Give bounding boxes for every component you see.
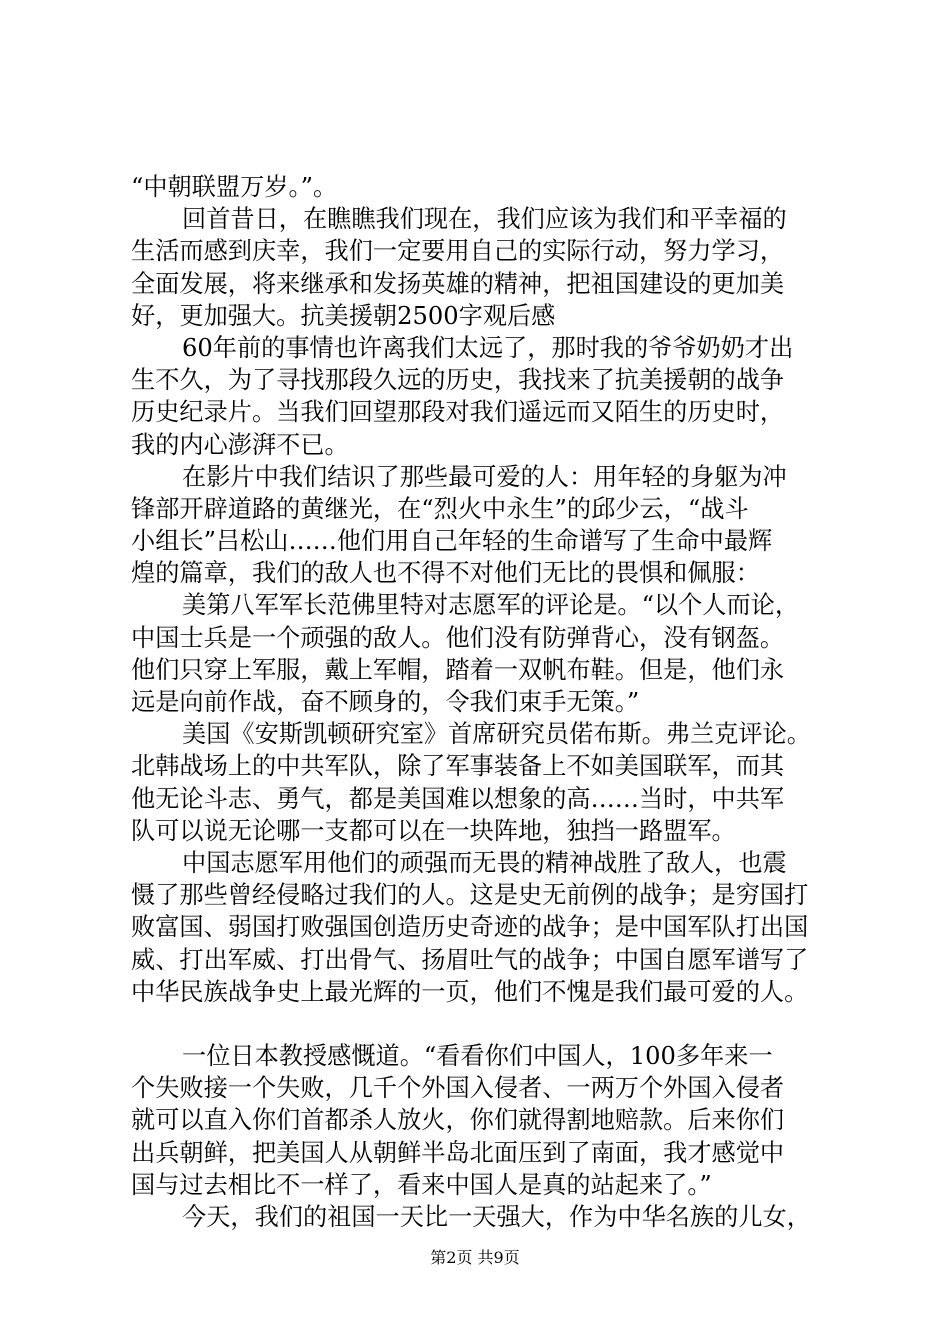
text-line: 一位日本教授感慨道。“看看你们中国人，100多年来一 — [182, 1042, 773, 1071]
text-line: 煌的篇章，我们的敌人也不得不对他们无比的畏惧和佩服： — [131, 559, 760, 588]
text-line: 小组长”吕松山……他们用自己年轻的生命谱写了生命中最辉 — [131, 527, 773, 556]
document-body — [131, 171, 831, 1233]
text-line: 威、打出军威、打出骨气、扬眉吐气的战争；中国自愿军谱写了 — [131, 945, 809, 974]
text-line: 中国士兵是一个顽强的敌人。他们没有防弹背心，没有钢盔。 — [131, 623, 785, 652]
text-line: 个失败接一个失败，几千个外国入侵者、一两万个外国入侵者 — [131, 1074, 785, 1103]
text-line: 我的内心澎湃不已。 — [131, 430, 349, 459]
text-line: 队可以说无论哪一支都可以在一块阵地，独挡一路盟军。 — [131, 816, 736, 845]
text-line: 慑了那些曾经侵略过我们的人。这是史无前例的战争；是穷国打 — [131, 881, 809, 910]
text-line: 历史纪录片。当我们回望那段对我们遥远而又陌生的历史时， — [131, 398, 785, 427]
text-line: 败富国、弱国打败强国创造历史奇迹的战争；是中国军队打出国 — [131, 913, 809, 942]
text-line — [131, 1008, 831, 1040]
text-line: 今天，我们的祖国一天比一天强大，作为中华名族的儿女， — [182, 1203, 811, 1231]
text-line: 出兵朝鲜，把美国人从朝鲜半岛北面压到了南面，我才感觉中 — [131, 1138, 785, 1167]
text-line: 美第八军军长范佛里特对志愿军的评论是。“以个人而论， — [182, 591, 800, 620]
text-line: 美国《安斯凯顿研究室》首席研究员偌布斯。弗兰克评论。 — [182, 720, 811, 749]
text-line: 远是向前作战，奋不顾身的，令我们束手无策。” — [131, 688, 640, 716]
text-line: 中国志愿军用他们的顽强而无畏的精神战胜了敌人，也震 — [182, 848, 787, 877]
text-line: 回首昔日，在瞧瞧我们现在，我们应该为我们和平幸福的 — [182, 205, 787, 234]
text-line: “中朝联盟万岁。”。 — [131, 173, 338, 201]
page-footer: 第2页 共9页 — [430, 1248, 520, 1267]
text-line: 国与过去相比不一样了，看来中国人是真的站起来了。” — [131, 1170, 712, 1199]
text-line: 就可以直入你们首都杀人放火，你们就得割地赔款。后来你们 — [131, 1106, 785, 1135]
text-line: 锋部开辟道路的黄继光，在“烈火中永生”的邱少云，“战斗 — [131, 494, 749, 523]
text-line: 他们只穿上军服，戴上军帽，踏着一双帆布鞋。但是，他们永 — [131, 655, 785, 684]
text-line: 在影片中我们结识了那些最可爱的人：用年轻的身躯为冲 — [182, 462, 787, 491]
text-line: 生不久，为了寻找那段久远的历史，我找来了抗美援朝的战争 — [131, 366, 785, 395]
text-line: 全面发展，将来继承和发扬英雄的精神，把祖国建设的更加美 — [131, 269, 785, 298]
text-line: 北韩战场上的中共军队，除了军事装备上不如美国联军，而其 — [131, 752, 785, 781]
text-line: 他无论斗志、勇气，都是美国难以想象的高……当时，中共军 — [131, 784, 785, 813]
text-line: 生活而感到庆幸，我们一定要用自己的实际行动，努力学习， — [131, 237, 785, 266]
text-line: 好，更加强大。抗美援朝2500字观后感 — [131, 301, 556, 330]
text-line: 中华民族战争史上最光辉的一页，他们不愧是我们最可爱的人。 — [131, 977, 809, 1006]
text-line: 60年前的事情也许离我们太远了，那时我的爷爷奶奶才出 — [182, 333, 794, 362]
